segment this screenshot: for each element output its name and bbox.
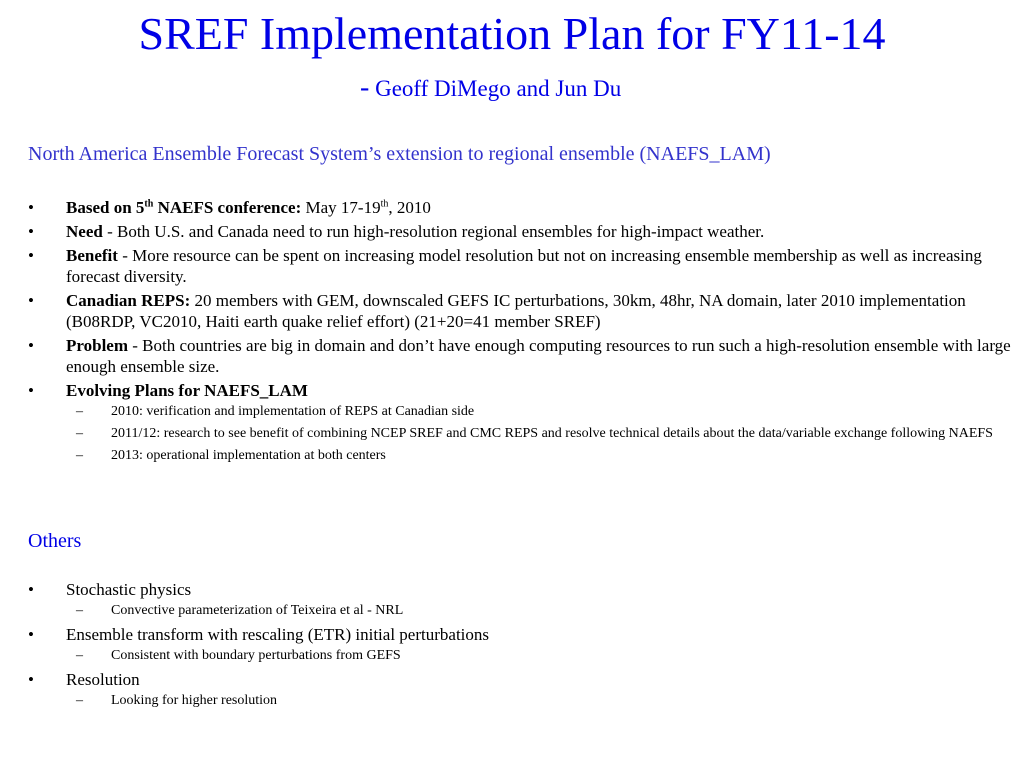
section-heading-others: Others — [28, 530, 82, 552]
item-text: Ensemble transform with rescaling (ETR) initial perturbations — [66, 625, 489, 644]
item-label: Evolving Plans for NAEFS_LAM — [66, 381, 308, 400]
dash-marker: – — [76, 648, 83, 663]
sub-list-item: – 2011/12: research to see benefit of combining NCEP SREF and CMC REPS and resolve technical details about the data/variable exchange following NAEFS — [76, 426, 993, 441]
item-label: Problem — [66, 336, 129, 355]
dash-marker: – — [76, 603, 83, 618]
bullet-marker: • — [28, 246, 34, 265]
dash-marker: – — [76, 693, 83, 708]
evolving-plans-sublist — [66, 403, 1014, 465]
list-item — [28, 624, 1014, 665]
list-item — [28, 579, 1014, 620]
bullet-marker: • — [28, 670, 34, 689]
subtitle-authors: Geoff DiMego and Jun Du — [375, 76, 622, 101]
others-bullet-list — [28, 579, 1014, 714]
list-item — [28, 221, 1014, 242]
sub-list-item: – 2010: verification and implementation of REPS at Canadian side — [76, 404, 475, 419]
item-text: 20 members with GEM, downscaled GEFS IC perturbations, 30km, 48hr, NA domain, later 2010 implementation (B08RDP, VC2010, Haiti earth quake relief effort) (21+20=41 member SREF) — [66, 291, 966, 331]
item-text: - Both countries are big in domain and don’t have enough computing resources to run such a high-resolution ensemble with large enough ensemble size. — [66, 336, 1011, 376]
sub-list-item: – Looking for higher resolution — [76, 693, 278, 708]
sublist — [66, 647, 1014, 665]
item-text: Stochastic physics — [66, 580, 192, 599]
item-label: Based on 5th NAEFS conference: — [66, 198, 302, 217]
naefs-lam-bullet-list — [28, 197, 1014, 469]
list-item — [28, 669, 1014, 710]
section-heading-naefs-lam: North America Ensemble Forecast System’s extension to regional ensemble (NAEFS_LAM) — [28, 143, 771, 165]
sub-list-item: – 2013: operational implementation at both centers — [76, 448, 386, 463]
bullet-marker: • — [28, 580, 34, 599]
sublist — [66, 692, 1014, 710]
item-label: Benefit — [66, 246, 118, 265]
slide-subtitle — [360, 74, 621, 103]
list-item — [28, 380, 1014, 465]
slide-title: SREF Implementation Plan for FY11-14 — [138, 8, 886, 59]
sub-list-item: – Convective parameterization of Teixeira et al - NRL — [76, 603, 404, 618]
dash-marker: – — [76, 404, 83, 419]
list-item — [28, 290, 1014, 332]
bullet-marker: • — [28, 625, 34, 644]
bullet-marker: • — [28, 291, 34, 310]
sub-list-item: – Consistent with boundary perturbations from GEFS — [76, 648, 401, 663]
bullet-marker: • — [28, 222, 34, 241]
list-item — [28, 335, 1014, 377]
list-item — [28, 245, 1014, 287]
bullet-marker: • — [28, 198, 34, 217]
item-text: May 17-19th, 2010 — [301, 198, 431, 217]
dash-marker: – — [76, 426, 83, 441]
item-label: Canadian REPS: — [66, 291, 191, 310]
bullet-marker: • — [28, 381, 34, 400]
bullet-marker: • — [28, 336, 34, 355]
item-text: - More resource can be spent on increasing model resolution but not on increasing ensemble membership as well as increasing forecast diversity. — [66, 246, 982, 286]
subtitle-dash: - — [360, 72, 370, 103]
dash-marker: – — [76, 448, 83, 463]
item-label: Need — [66, 222, 103, 241]
list-item — [28, 197, 1014, 218]
item-text: Resolution — [66, 670, 140, 689]
sublist — [66, 602, 1014, 620]
item-text: - Both U.S. and Canada need to run high-resolution regional ensembles for high-impact weather. — [102, 222, 765, 241]
